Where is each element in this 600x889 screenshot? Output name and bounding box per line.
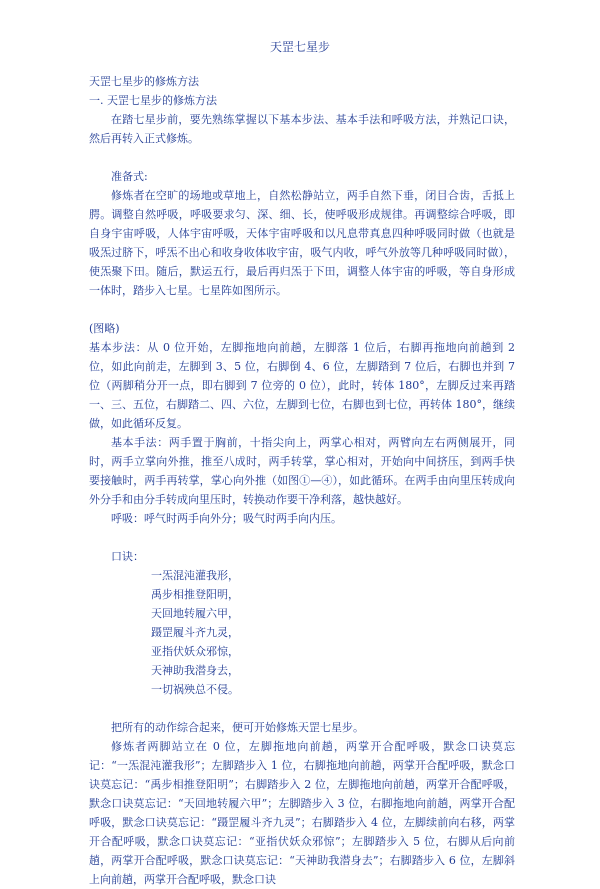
basic-steps-paragraph: 基本步法：从 0 位开始，左脚拖地向前趟，左脚落 1 位后，右脚再拖地向前趟到 2 位，如此向前走，左脚到 3、5 位，右脚倒 4、6 位，左脚踏到 7 位后，右脚也并到 7 位（两脚稍分开一点，即右脚到 7 位旁的 0 位），此时，转体 180°，左脚反过来再踏一、三、五位，右脚踏二、四、六位，左脚到七位，右脚也到七位，再转体 180°，继续做，如此循环反复。 — [89, 341, 515, 430]
prep-label: 准备式: — [111, 170, 148, 183]
verse-block — [89, 566, 515, 699]
practice-paragraph: 修炼者两脚站立在 0 位，左脚拖地向前趟，两掌开合配呼吸，默念口诀莫忘记：“一炁混沌灌我形”；左脚踏步入 1 位，右脚拖地向前趟，两掌开合配呼吸，默念口诀莫忘记：“禹步相推登阳明”；右脚踏步入 2 位，左脚拖地向前趟，两掌开合配呼吸，默念口诀莫忘记：“天回地转履六甲”；左脚踏步入 3 位，右脚拖地向前趟，两掌开合配呼吸，默念口诀莫忘记：“蹑罡履斗齐九灵”；右脚踏步入 4 位，左脚续前向右移，两掌开合配呼吸，默念口诀莫忘记：“亚指伏妖众邪惊”；左脚踏步入 5 位，右脚从后向前趟，两掌开合配呼吸，默念口诀莫忘记：“天神助我潜身去”；右脚踏步入 6 位，左脚斜上向前趟，两掌开合配呼吸，默念口诀 — [89, 740, 515, 886]
sub-heading: 一. 天罡七星步的修炼方法 — [89, 94, 217, 107]
spacer — [89, 148, 515, 167]
section-heading: 天罡七星步的修炼方法 — [89, 75, 199, 88]
spacer — [89, 300, 515, 319]
document-title: 天罡七星步 — [269, 40, 330, 54]
intro-paragraph: 在踏七星步前，要先熟练掌握以下基本步法、基本手法和呼吸方法，并熟记口诀，然后再转入正式修炼。 — [89, 113, 515, 145]
spacer — [89, 528, 515, 547]
spacer — [89, 699, 515, 718]
figure-note: (图略) — [89, 322, 120, 335]
verse-line: 天回地转履六甲， — [151, 607, 239, 620]
verse-line: 天神助我潜身去， — [151, 664, 239, 677]
prep-paragraph: 修炼者在空旷的场地或草地上，自然松静站立，两手自然下垂，闭目合齿，舌抵上腭。调整自然呼吸，呼吸要求匀、深、细、长，使呼吸形成规律。再调整综合呼吸，即自身宇宙呼吸，人体宇宙呼吸，天体宇宙呼吸和以凡息带真息四种呼吸同时做（也就是吸炁过脐下，呼炁不出心和收身收体收宇宙，吸气内收，呼气外放等几种呼吸同时做），使炁聚下田。随后，默运五行，最后再归炁于下田，调整人体宇宙的呼吸，等自身形成一体时，踏步入七星。七星阵如图所示。 — [89, 189, 515, 297]
verse-label: 口诀： — [111, 550, 144, 563]
breathing-paragraph: 呼吸：呼气时两手向外分；吸气时两手向内压。 — [111, 512, 342, 525]
verse-line: 禹步相推登阳明， — [151, 588, 239, 601]
verse-line: 蹑罡履斗齐九灵， — [151, 626, 239, 639]
document-body — [89, 72, 515, 889]
basic-hands-paragraph: 基本手法：两手置于胸前，十指尖向上，两掌心相对，两臂向左右两侧展开，同时，两手立掌向外推，推至八成时，两手转掌，掌心相对，开始向中间挤压，到两手快要接触时，两手再转掌，掌心向外推（如图①—④），如此循环。在两手由向里压转成向外分手和由分手转成向里压时，转换动作要干净利落，越快越好。 — [89, 436, 515, 506]
verse-line: 一炁混沌灌我形， — [151, 569, 239, 582]
verse-line: 一切祸殃总不侵。 — [151, 683, 239, 696]
combine-paragraph: 把所有的动作综合起来，便可开始修炼天罡七星步。 — [111, 721, 364, 734]
verse-line: 亚指伏妖众邪惊， — [151, 645, 239, 658]
